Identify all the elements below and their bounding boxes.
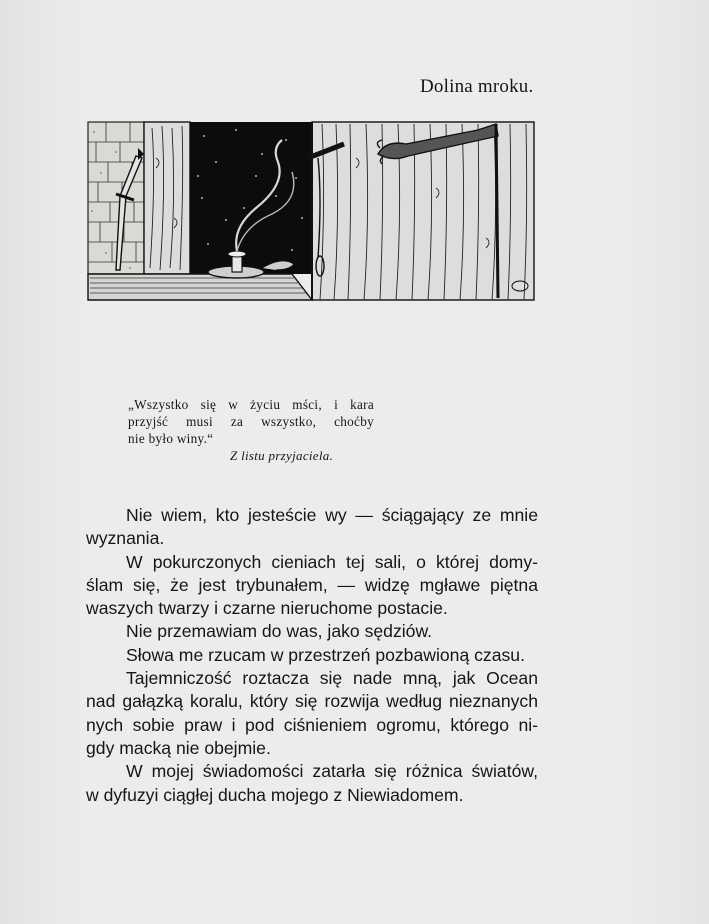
text-line: ślam się, że jest trybunałem, — widzę mgławe piętna: [86, 574, 538, 595]
text-line: w dyfuzyi ciągłej ducha mojego z Niewiadomem.: [86, 784, 464, 805]
text-line: gdy macką nie obejmie.: [86, 737, 271, 758]
night-window: [190, 122, 312, 274]
text-line: W pokurczonych cieniach tej sali, o której domy-: [126, 551, 538, 572]
epigraph-source: Z listu przyjaciela.: [230, 448, 334, 463]
text-line: wyznania.: [86, 528, 165, 549]
text-line: W mojej świadomości zatarła się różnica światów,: [126, 761, 538, 782]
text-line: Nie przemawiam do was, jako sędziów.: [126, 621, 433, 642]
epigraph-line: „Wszystko się w życiu mści, i kara: [128, 397, 374, 412]
running-head: Dolina mroku.: [420, 76, 534, 97]
epigraph-line: nie było winy.“: [128, 431, 214, 446]
brick-wall: [88, 122, 144, 274]
text-line: nad gałązką koralu, który się rozwija według nieznanych: [86, 691, 538, 712]
text-line: Nie wiem, kto jesteście wy — ściągający ze mnie: [126, 505, 538, 525]
body-text: [86, 504, 538, 807]
candle-night-scene-illustration: [86, 118, 536, 302]
text-line: waszych twarzy i czarne nieruchome postacie.: [86, 598, 448, 619]
table: [88, 274, 312, 300]
text-line: Tajemniczość roztacza się nade mną, jak Ocean: [126, 668, 538, 689]
epigraph-line: przyjść musi za wszystko, choćby: [128, 414, 374, 429]
text-line: Słowa me rzucam w przestrzeń pozbawioną czasu.: [126, 644, 525, 665]
epigraph: [128, 396, 374, 463]
wooden-post: [144, 122, 190, 274]
text-line: nych sobie praw i pod ciśnieniem ogromu, którego ni-: [86, 714, 538, 735]
